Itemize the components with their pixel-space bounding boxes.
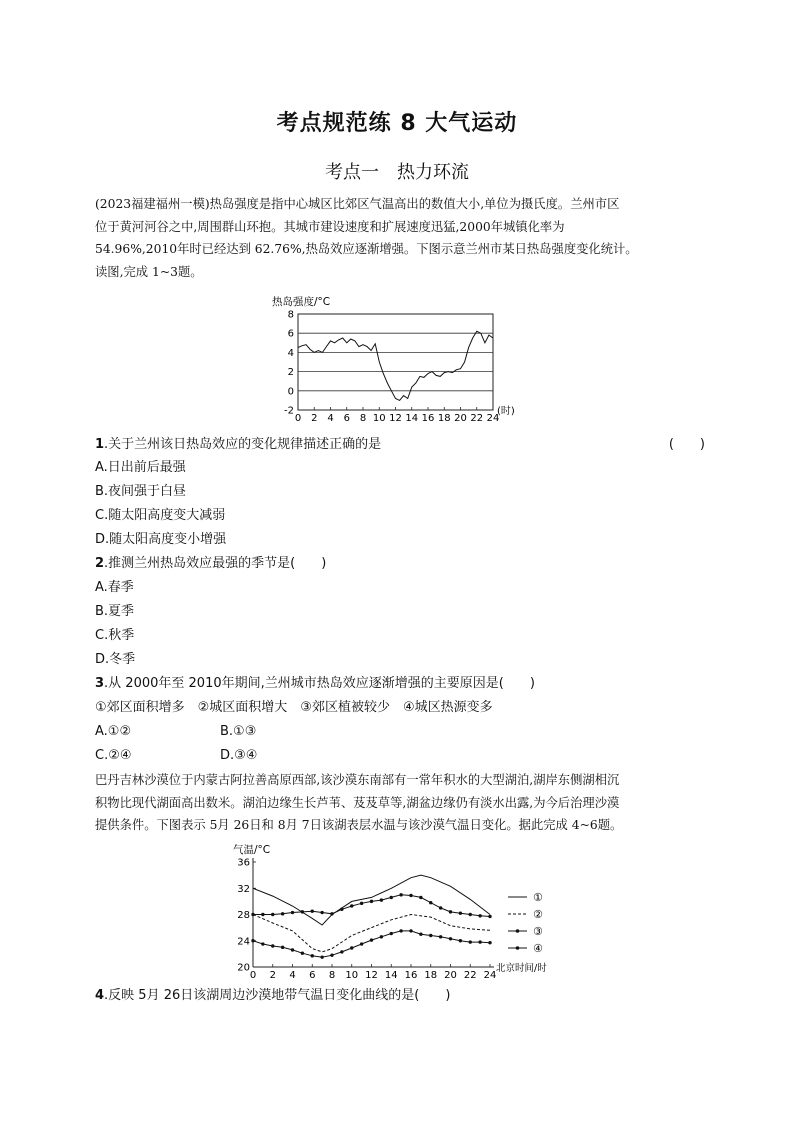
x-tick-label: 20 [444, 970, 457, 980]
y-tick-label: 4 [287, 347, 294, 359]
x-tick-label: 12 [389, 413, 402, 424]
x-tick-label: 6 [309, 970, 316, 980]
data-point [330, 912, 333, 915]
passage-2 [95, 769, 705, 837]
option-d: D.随太阳高度变小增强 [95, 532, 227, 547]
question-number: 2 [95, 556, 105, 571]
y-tick-label: 0 [287, 386, 294, 398]
passage-1 [95, 193, 705, 283]
y-tick-label: -2 [284, 405, 294, 417]
option-c: C.秋季 [95, 628, 135, 643]
data-point [449, 910, 452, 913]
data-point [439, 935, 442, 938]
x-tick-label: 8 [359, 413, 367, 424]
y-tick-label: 2 [287, 367, 294, 379]
temperature-chart [225, 840, 570, 980]
legend-label: ① [533, 891, 543, 904]
x-axis-label: 北京时间/时 [496, 963, 547, 974]
data-point [469, 913, 472, 916]
legend-label: ② [533, 908, 543, 921]
question-text: .推测兰州热岛效应最强的季节是( ) [104, 556, 327, 571]
data-point [360, 942, 363, 945]
option-a: A.①② [95, 724, 132, 739]
y-axis-label: 热岛强度/°C [272, 296, 331, 308]
data-point [271, 944, 274, 947]
passage-line: 读图,完成 1~3题。 [95, 264, 203, 279]
question-number: 4 [95, 988, 105, 1003]
x-tick-label: 14 [405, 413, 419, 424]
data-point [459, 911, 462, 914]
x-tick-label: 22 [463, 970, 477, 980]
passage-line: 位于黄河河谷之中,周围群山环抱。其城市建设速度和扩展速度迅猛,2000年城镇化率为 [95, 219, 565, 234]
question-4 [95, 986, 705, 1006]
data-point [311, 910, 314, 913]
passage-line: 54.96%,2010年时已经达到 62.76%,热岛效应逐渐增强。下图示意兰州市某日热岛强度变化统计。 [95, 242, 638, 256]
data-point [429, 934, 432, 937]
y-tick-label: 24 [237, 936, 250, 948]
x-tick-label: 12 [365, 970, 378, 980]
question-text: .关于兰州该日热岛效应的变化规律描述正确的是 [104, 437, 382, 452]
question-text: .反映 5月 26日该湖周边沙漠地带气温日变化曲线的是( ) [104, 988, 451, 1003]
option-b: B.夏季 [95, 604, 135, 619]
legend-marker [516, 929, 520, 933]
option-c: C.随太阳高度变大减弱 [95, 508, 226, 523]
data-point [370, 900, 373, 903]
data-point [340, 908, 343, 911]
data-point [320, 911, 323, 914]
data-point [251, 913, 254, 916]
question-3-statements: ①郊区面积增多 ②城区面积增大 ③郊区植被较少 ④城区热源变多 [95, 700, 493, 715]
data-point [439, 906, 442, 909]
data-point [419, 896, 422, 899]
heat-island-chart [260, 292, 520, 428]
data-point [261, 942, 264, 945]
x-tick-label: 10 [345, 970, 359, 980]
x-tick-label: 2 [269, 970, 276, 980]
data-point [380, 898, 383, 901]
x-tick-label: 8 [328, 970, 336, 980]
data-point [350, 946, 353, 949]
question-number: 1 [95, 437, 105, 452]
x-tick-label: 16 [404, 970, 418, 980]
question-number: 3 [95, 676, 105, 691]
question-3 [95, 674, 705, 694]
legend-marker [516, 946, 520, 950]
x-tick-label: 4 [327, 413, 334, 424]
plot-frame [298, 314, 493, 410]
data-point [281, 912, 284, 915]
x-tick-label: 20 [454, 413, 467, 424]
data-point [330, 953, 333, 956]
question-1 [95, 435, 705, 455]
y-tick-label: 28 [237, 910, 250, 921]
data-point [271, 913, 274, 916]
data-point [291, 911, 294, 914]
x-tick-label: 0 [294, 413, 302, 424]
option-d: D.③④ [220, 748, 258, 763]
x-tick-label: 24 [483, 970, 497, 980]
question-2 [95, 554, 705, 574]
option-a: A.春季 [95, 580, 134, 595]
data-point [350, 904, 353, 907]
x-tick-label: 2 [311, 413, 318, 424]
y-axis-label: 气温/°C [233, 844, 271, 856]
series-line [253, 895, 490, 917]
passage-line: 巴丹吉林沙漠位于内蒙古阿拉善高原西部,该沙漠东南部有一常年积水的大型湖泊,湖岸东侧湖相沉 [95, 773, 620, 787]
y-tick-label: 8 [287, 309, 294, 321]
y-tick-label: 32 [237, 883, 250, 895]
data-point [360, 902, 363, 905]
data-point [429, 901, 432, 904]
data-point [251, 939, 254, 942]
x-tick-label: 18 [424, 970, 438, 980]
y-tick-label: 36 [237, 857, 250, 869]
data-point [301, 910, 304, 913]
x-tick-label: 0 [249, 970, 257, 980]
x-tick-label: 22 [470, 413, 484, 424]
legend-label: ③ [533, 925, 543, 938]
data-point [340, 950, 343, 953]
x-axis-label: (时) [497, 406, 515, 417]
x-tick-label: 10 [372, 413, 386, 424]
data-point [488, 941, 491, 944]
data-point [488, 915, 491, 918]
series-line [298, 331, 493, 400]
data-point [380, 935, 383, 938]
data-point [390, 896, 393, 899]
legend-label: ④ [533, 942, 543, 955]
data-point [409, 894, 412, 897]
x-tick-label: 16 [421, 413, 435, 424]
passage-line: 积物比现代湖面高出数米。湖泊边缘生长芦苇、芨芨草等,湖盆边缘仍有淡水出露,为今后治理沙漠 [95, 795, 620, 810]
x-tick-label: 24 [486, 413, 500, 424]
x-tick-label: 6 [343, 413, 350, 424]
answer-paren: ( ) [668, 437, 705, 452]
data-point [390, 932, 393, 935]
series-line [253, 915, 490, 952]
question-text: .从 2000年至 2010年期间,兰州城市热岛效应逐渐增强的主要原因是( ) [104, 676, 535, 691]
x-tick-label: 4 [289, 970, 296, 980]
data-point [469, 940, 472, 943]
x-tick-label: 14 [384, 970, 398, 980]
data-point [399, 929, 402, 932]
data-point [281, 946, 284, 949]
data-point [478, 914, 481, 917]
data-point [399, 893, 402, 896]
data-point [311, 954, 314, 957]
data-point [409, 929, 412, 932]
series-line [253, 931, 490, 957]
passage-line: 提供条件。下图表示 5月 26日和 8月 7日该湖表层水温与该沙漠气温日变化。据此完成 4~6题。 [95, 818, 623, 832]
data-point [459, 939, 462, 942]
passage-line: (2023福建福州一模)热岛强度是指中心城区比郊区气温高出的数值大小,单位为摄氏度。兰州市区 [95, 197, 620, 211]
data-point [261, 913, 264, 916]
y-tick-label: 6 [287, 328, 294, 340]
data-point [449, 937, 452, 940]
data-point [301, 952, 304, 955]
data-point [370, 938, 373, 941]
section-title: 考点一 热力环流 [325, 162, 469, 183]
option-c: C.②④ [95, 748, 132, 763]
option-b: B.夜间强于白昼 [95, 484, 187, 499]
page-title: 考点规范练 8 大气运动 [276, 111, 518, 136]
option-a: A.日出前后最强 [95, 460, 186, 475]
x-tick-label: 18 [437, 413, 451, 424]
data-point [478, 940, 481, 943]
data-point [419, 932, 422, 935]
option-d: D.冬季 [95, 652, 136, 667]
option-b: B.①③ [220, 724, 257, 739]
data-point [291, 948, 294, 951]
y-tick-label: 20 [237, 962, 250, 974]
data-point [320, 955, 323, 958]
